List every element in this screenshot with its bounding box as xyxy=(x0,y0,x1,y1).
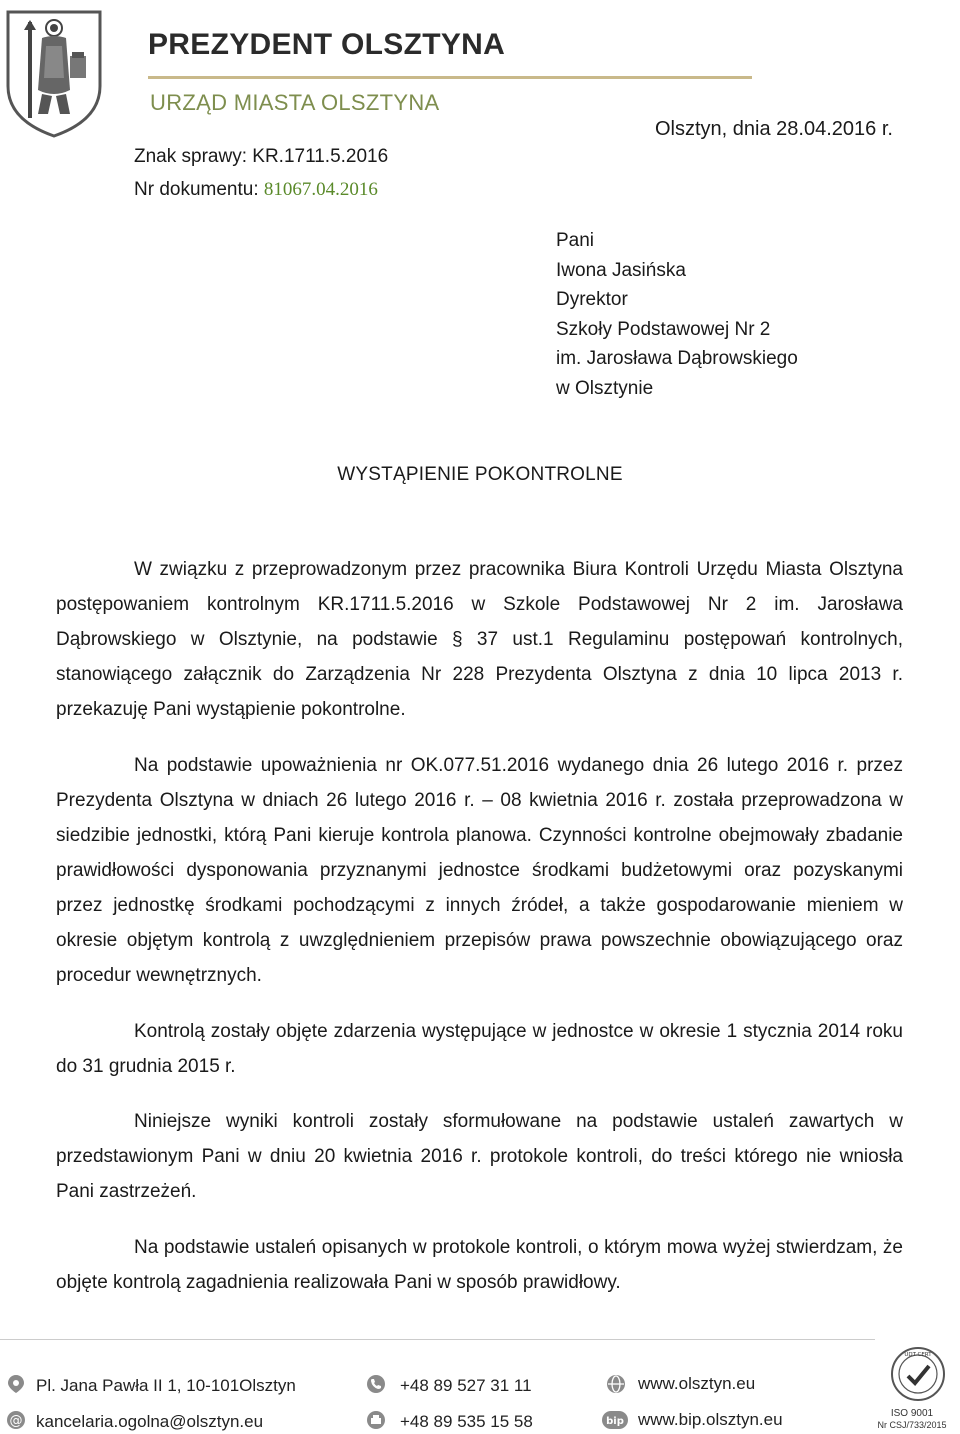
footer-phone: +48 89 527 31 11 xyxy=(400,1376,532,1395)
svg-text:@: @ xyxy=(9,1413,23,1429)
page-title: PREZYDENT OLSZTYNA xyxy=(148,28,506,61)
footer-address: Pl. Jana Pawła II 1, 10-101Olsztyn xyxy=(36,1376,296,1395)
cert-badge-text: UDT-CERT xyxy=(904,1352,932,1358)
udt-cert-seal-icon xyxy=(890,1346,946,1402)
footer-divider xyxy=(0,1339,875,1340)
office-name: URZĄD MIASTA OLSZTYNA xyxy=(150,90,440,115)
recipient-line: Pani xyxy=(556,230,595,251)
footer-fax: +48 89 535 15 58 xyxy=(400,1412,533,1431)
document-number xyxy=(134,179,378,201)
globe-icon xyxy=(606,1374,626,1394)
paragraph-1 xyxy=(56,552,903,727)
recipient-address xyxy=(556,226,798,403)
phone-icon xyxy=(366,1374,386,1394)
paragraph-text: Niniejsze wyniki kontroli zostały sformułowane na podstawie ustaleń zawartych w przedstawionym Pani w dniu 20 kwietnia 2016 r. protokole kontroli, do treści którego nie wniosła Pani zastrzeżeń. xyxy=(56,1111,903,1202)
paragraph-5 xyxy=(56,1230,903,1300)
case-reference xyxy=(134,146,388,168)
doc-value: 81067.04.2016 xyxy=(263,179,378,200)
cert-iso: ISO 9001 xyxy=(890,1408,934,1419)
paragraph-2 xyxy=(56,748,903,993)
doc-label: Nr dokumentu: xyxy=(134,179,259,200)
document-heading: WYSTĄPIENIE POKONTROLNE xyxy=(337,464,623,485)
recipient-line: w Olsztynie xyxy=(556,377,654,399)
bip-icon xyxy=(602,1410,628,1430)
paragraph-3 xyxy=(56,1014,903,1084)
paragraph-text: W związku z przeprowadzonym przez pracownika Biura Kontroli Urzędu Miasta Olsztyna postępowaniem kontrolnym KR.1711.5.2016 w Szkole Podstawowej Nr 2 im. Jarosława Dąbrowskiego w Olsztynie, na podstawie § 37 ust.1 Regulaminu postępowań kontrolnych, stanowiącego załącznik do Zarządzenia Nr 228 Prezydenta Olsztyna z dnia 10 lipca 2013 r. przekazuję Pani wystąpienie pokontrolne. xyxy=(56,559,903,720)
paragraph-4 xyxy=(56,1104,903,1209)
paragraph-text: Na podstawie upoważnienia nr OK.077.51.2016 wydanego dnia 26 lutego 2016 r. przez Prezydenta Olsztyna w dniach 26 lutego 2016 r. – 08 kwietnia 2016 r. została przeprowadzona w siedzibie jednostki, którą Pani kieruje kontrola planowa. Czynności kontrolne obejmowały zbadanie prawidłowości dysponowania przyznanymi jednostce środkami budżetowymi oraz pozyskanymi przez jednostkę środkami pochodzącymi z innych źródeł, a także gospodarowanie mieniem w okresie objętym kontrolą z uwzględnieniem przepisów prawa powszechnie obowiązującego oraz procedur wewnętrznych. xyxy=(56,755,903,986)
footer-website[interactable]: www.olsztyn.eu xyxy=(638,1374,756,1393)
footer-bip-website[interactable]: www.bip.olsztyn.eu xyxy=(638,1410,783,1429)
letter-date: Olsztyn, dnia 28.04.2016 r. xyxy=(655,118,893,140)
at-email-icon xyxy=(6,1410,26,1430)
recipient-line: Szkoły Podstawowej Nr 2 xyxy=(556,318,771,340)
bip-badge-text: bip xyxy=(606,1416,624,1427)
recipient-line: im. Jarosława Dąbrowskiego xyxy=(556,348,798,369)
footer-email[interactable]: kancelaria.ogolna@olsztyn.eu xyxy=(36,1412,264,1431)
cert-number: Nr CSJ/733/2015 xyxy=(877,1420,947,1430)
olsztyn-crest-icon xyxy=(2,8,106,138)
recipient-line: Iwona Jasińska xyxy=(556,259,686,281)
paragraph-text: Kontrolą zostały objęte zdarzenia występujące w jednostce w okresie 1 stycznia 2014 roku do 31 grudnia 2015 r. xyxy=(56,1021,903,1077)
location-pin-icon xyxy=(6,1374,26,1394)
header-divider xyxy=(148,76,752,79)
paragraph-text: Na podstawie ustaleń opisanych w protokole kontroli, o którym mowa wyżej stwierdzam, że objęte kontrolą zagadnienia realizowała Pani w sposób prawidłowy. xyxy=(56,1237,903,1293)
case-label: Znak sprawy: xyxy=(134,146,247,167)
recipient-line: Dyrektor xyxy=(556,289,628,310)
fax-icon xyxy=(366,1410,386,1430)
case-value: KR.1711.5.2016 xyxy=(252,146,389,167)
